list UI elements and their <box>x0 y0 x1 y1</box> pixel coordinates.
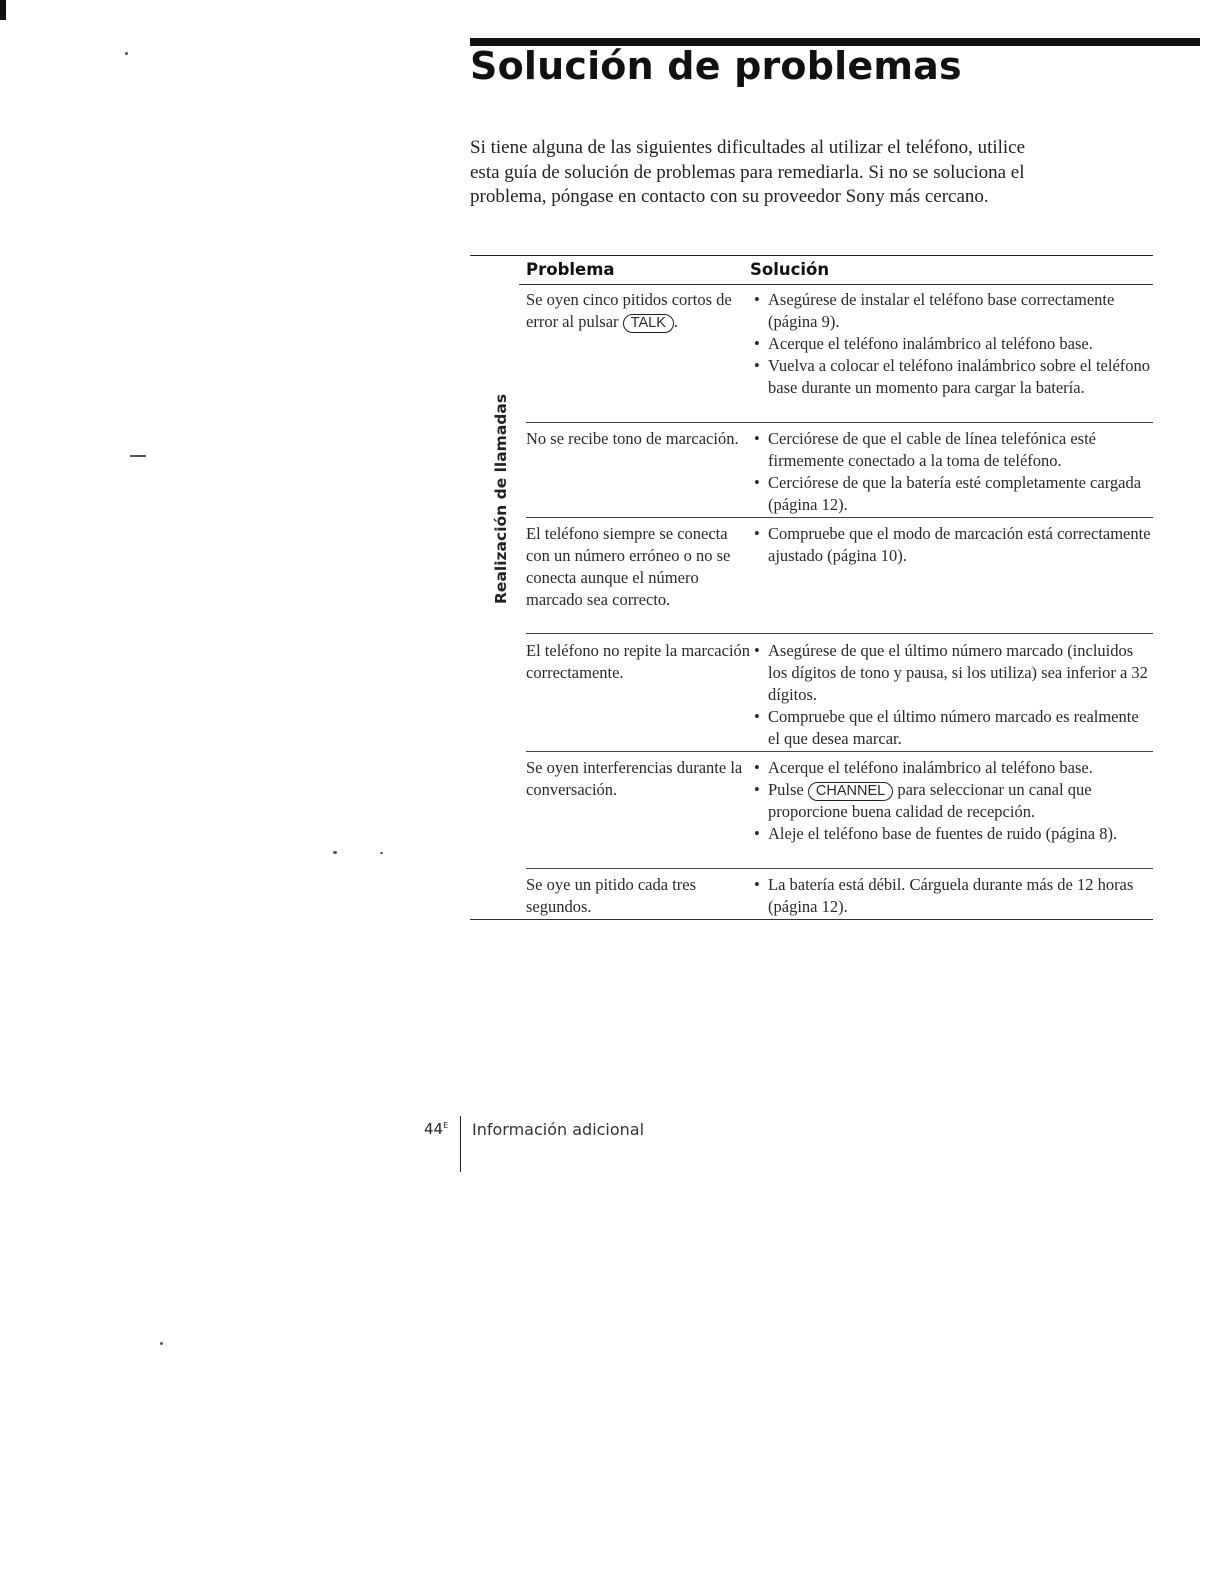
solution-text-part: Pulse <box>768 780 808 799</box>
intro-paragraph: Si tiene alguna de las siguientes dificultades al utilizar el teléfono, utilice esta guía de solución de problemas para remediarla. Si no se soluciona el problema, póngase en contacto con su proveedor Sony más cercano. <box>470 137 1026 207</box>
bullet-icon: • <box>754 875 760 894</box>
scan-speck <box>380 852 383 854</box>
solution-text: Asegúrese de instalar el teléfono base correctamente (página 9). <box>768 290 1115 331</box>
problem-text <box>526 289 752 333</box>
solution-text: Acerque el teléfono inalámbrico al teléfono base. <box>768 334 1093 353</box>
solution-item <box>754 523 1154 567</box>
solution-item <box>754 874 1154 918</box>
problem-text: El teléfono siempre se conecta con un número erróneo o no se conecta aunque el número marcado sea correcto. <box>526 524 731 609</box>
solution-text: Aleje el teléfono base de fuentes de ruido (página 8). <box>768 824 1118 843</box>
scan-speck <box>333 851 337 854</box>
solution-item <box>754 289 1154 333</box>
scan-speck <box>125 52 128 55</box>
row-rule <box>526 517 1153 518</box>
header-rule <box>519 284 1153 285</box>
problem-text: Se oye un pitido cada tres segundos. <box>526 875 696 916</box>
solution-text: Vuelva a colocar el teléfono inalámbrico sobre el teléfono base durante un momento para cargar la batería. <box>768 356 1151 397</box>
page-number-suffix: E <box>443 1121 449 1130</box>
scan-speck <box>160 1342 163 1345</box>
bullet-icon: • <box>754 641 760 660</box>
table-top-rule <box>470 255 1153 256</box>
footer-divider <box>460 1116 461 1172</box>
bullet-icon: • <box>754 758 760 777</box>
solution-item <box>754 640 1154 706</box>
bullet-icon: • <box>754 429 760 448</box>
problem-text: Se oyen interferencias durante la conversación. <box>526 758 743 799</box>
solution-list <box>754 640 1154 750</box>
solution-text: Cerciórese de que el cable de línea telefónica esté firmemente conectado a la toma de teléfono. <box>768 429 1096 470</box>
solution-text: Compruebe que el último número marcado es realmente el que desea marcar. <box>768 707 1139 748</box>
solution-item <box>754 333 1154 355</box>
solution-list <box>754 289 1154 399</box>
solution-item <box>754 355 1154 399</box>
row-rule <box>526 633 1153 634</box>
problem-text: No se recibe tono de marcación. <box>526 429 739 448</box>
channel-key: CHANNEL <box>808 782 893 801</box>
solution-item <box>754 472 1154 516</box>
talk-key: TALK <box>623 314 674 333</box>
bullet-icon: • <box>754 356 760 375</box>
solution-list <box>754 874 1154 918</box>
section-side-label: Realización de llamadas <box>492 393 510 604</box>
row-rule <box>526 868 1153 869</box>
problem-text-part: . <box>673 312 678 331</box>
solution-text: Acerque el teléfono inalámbrico al teléfono base. <box>768 758 1093 777</box>
solution-list <box>754 523 1154 567</box>
solution-text: para seleccionar un canal que proporcione buena calidad de recepción. <box>768 780 1092 821</box>
bullet-icon: • <box>754 824 760 843</box>
solution-list <box>754 428 1154 516</box>
solution-text: Compruebe que el modo de marcación está correctamente ajustado (página 10). <box>768 524 1151 565</box>
page-title: Solución de problemas <box>470 44 962 88</box>
problem-text-part: Se oyen cinco pitidos cortos de error al pulsar <box>526 290 732 331</box>
footer-section-title: Información adicional <box>472 1120 645 1139</box>
bullet-icon: • <box>754 473 760 492</box>
page-number <box>424 1120 448 1138</box>
scan-speck <box>130 455 146 457</box>
bullet-icon: • <box>754 780 760 799</box>
solution-text: Asegúrese de que el último número marcado (incluidos los dígitos de tono y pausa, si los utiliza) sea inferior a 32 dígitos. <box>768 641 1148 704</box>
solution-text: Cerciórese de que la batería esté completamente cargada (página 12). <box>768 473 1142 514</box>
bullet-icon: • <box>754 524 760 543</box>
problem-text: El teléfono no repite la marcación correctamente. <box>526 641 751 682</box>
bullet-icon: • <box>754 290 760 309</box>
margin-mark <box>0 0 6 20</box>
solution-text: La batería está débil. Cárguela durante más de 12 horas (página 12). <box>768 875 1134 916</box>
solution-item <box>754 428 1154 472</box>
solution-item <box>754 823 1154 845</box>
row-rule <box>526 422 1153 423</box>
header-problem: Problema <box>526 260 615 279</box>
bullet-icon: • <box>754 334 760 353</box>
solution-item <box>754 779 1154 823</box>
header-solution: Solución <box>750 260 830 279</box>
solution-list <box>754 757 1154 845</box>
solution-item <box>754 706 1154 750</box>
table-bottom-rule <box>470 919 1153 920</box>
row-rule <box>526 751 1153 752</box>
page-number-value: 44 <box>424 1120 444 1138</box>
bullet-icon: • <box>754 707 760 726</box>
solution-item <box>754 757 1154 779</box>
